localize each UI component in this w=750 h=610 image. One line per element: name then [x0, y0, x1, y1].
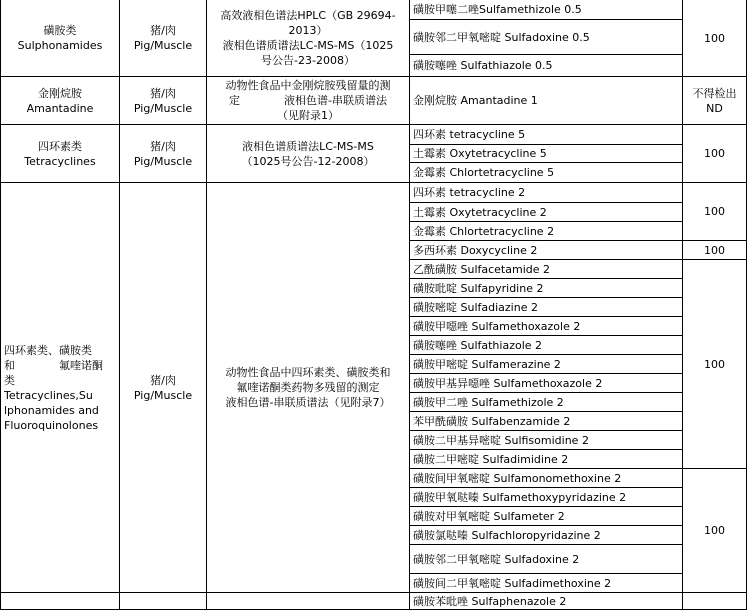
analyte-cell — [410, 431, 683, 450]
analyte-text: 磺胺嘧啶 Sulfadiazine 2 — [413, 300, 538, 314]
matrix-cell — [120, 125, 207, 183]
analyte-text: 苯甲酰磺胺 Sulfabenzamide 2 — [413, 414, 571, 428]
analyte-cell — [410, 145, 683, 163]
analyte-cell — [410, 574, 683, 593]
analyte-cell — [410, 20, 683, 55]
analyte-cell — [410, 355, 683, 374]
analyte-text: 磺胺甲二唑 Sulfamethizole 2 — [413, 395, 564, 409]
category-line: 金刚烷胺 — [38, 86, 82, 100]
limit-line: 不得检出 — [692, 86, 737, 100]
analyte-cell — [410, 125, 683, 145]
method-line: 动物性食品中金刚烷胺残留量的测 — [225, 79, 391, 92]
analyte-cell — [410, 393, 683, 412]
category-line: Amantadine — [26, 101, 94, 115]
analyte-text: 四环素 tetracycline 2 — [413, 186, 526, 199]
limit-cell — [683, 469, 747, 593]
method-line: 液相色谱质谱法LC-MS-MS — [242, 139, 374, 153]
category-cell — [0, 593, 120, 610]
matrix-cell — [120, 0, 207, 77]
category-cell — [0, 0, 120, 77]
analyte-text: 金霉素 Chlortetracycline 2 — [413, 224, 555, 238]
matrix-cell — [120, 183, 207, 593]
category-line: 磺胺类 — [43, 24, 77, 37]
method-line: 高效液相色谱法HPLC（GB 29694- — [220, 9, 396, 22]
analyte-cell — [410, 241, 683, 260]
analyte-text: 磺胺氯哒嗪 Sulfachloropyridazine 2 — [413, 528, 601, 542]
method-line: 动物性食品中四环素类、磺胺类和 — [225, 366, 391, 379]
analyte-cell — [410, 279, 683, 298]
matrix-cell — [120, 77, 207, 125]
method-cell — [207, 125, 410, 183]
method-line: 氟喹诺酮类药物多残留的测定 — [236, 381, 380, 394]
method-cell — [207, 77, 410, 125]
analyte-text: 土霉素 Oxytetracycline 5 — [413, 147, 547, 160]
limit-cell — [683, 0, 747, 77]
limit-line: 100 — [704, 31, 725, 45]
analyte-cell — [410, 163, 683, 183]
matrix-line: Pig/Muscle — [133, 39, 193, 52]
category-line: Tetracyclines — [24, 154, 96, 168]
analyte-text: 金霉素 Chlortetracycline 5 — [413, 166, 555, 179]
category-cell — [0, 183, 120, 593]
method-cell — [207, 593, 410, 610]
analyte-text: 磺胺邻二甲氧嘧啶 Sulfadoxine 2 — [413, 552, 580, 566]
matrix-line: 猪/肉 — [150, 373, 176, 387]
analyte-text: 磺胺二甲嘧啶 Sulfadimidine 2 — [413, 452, 569, 466]
analyte-text: 土霉素 Oxytetracycline 2 — [413, 205, 547, 219]
category-line: 类 — [4, 373, 15, 387]
analyte-cell — [410, 183, 683, 203]
matrix-line: 猪/肉 — [150, 139, 176, 153]
analyte-cell — [410, 203, 683, 222]
method-line: 号公告-23-2008） — [261, 54, 355, 67]
analyte-cell — [410, 317, 683, 336]
limit-cell — [683, 593, 747, 610]
matrix-line: Pig/Muscle — [133, 388, 193, 402]
matrix-line: 猪/肉 — [150, 86, 176, 100]
analyte-text: 磺胺邻二甲氧嘧啶 Sulfadoxine 0.5 — [413, 30, 590, 44]
method-cell — [207, 183, 410, 593]
category-cell — [0, 77, 120, 125]
analyte-cell — [410, 469, 683, 488]
analyte-cell — [410, 77, 683, 125]
analyte-text: 乙酰磺胺 Sulfacetamide 2 — [413, 262, 551, 276]
limit-cell — [683, 241, 747, 260]
method-line: 定 液相色谱-串联质谱法 — [229, 94, 387, 107]
category-line: Tetracyclines,Su — [4, 388, 93, 402]
analyte-cell — [410, 412, 683, 431]
limit-line: 100 — [704, 147, 725, 160]
matrix-line: 猪/肉 — [150, 24, 176, 37]
method-line: 液相色谱质谱法LC-MS-MS（1025 — [222, 39, 394, 52]
method-line: 液相色谱-串联质谱法（见附录7） — [225, 396, 391, 409]
analyte-text: 磺胺甲嘧啶 Sulfamerazine 2 — [413, 357, 561, 371]
analyte-text: 磺胺甲噻二唑Sulfamethizole 0.5 — [413, 3, 582, 16]
analyte-text: 四环素 tetracycline 5 — [413, 128, 526, 141]
analyte-text: 磺胺苯吡唑 Sulfaphenazole 2 — [413, 594, 567, 608]
limit-cell — [683, 77, 747, 125]
analyte-text: 多西环素 Doxycycline 2 — [413, 243, 538, 257]
analyte-cell — [410, 545, 683, 574]
limit-line: ND — [706, 101, 723, 115]
analyte-cell — [410, 450, 683, 469]
analyte-cell — [410, 0, 683, 20]
method-line: （1025号公告-12-2008） — [241, 154, 375, 168]
analyte-text: 磺胺间甲氧嘧啶 Sulfamonomethoxine 2 — [413, 471, 622, 485]
category-line: lphonamides and — [4, 403, 99, 417]
analyte-cell — [410, 488, 683, 507]
analyte-cell — [410, 298, 683, 317]
analyte-text: 磺胺二甲基异嘧啶 Sulfisomidine 2 — [413, 433, 589, 447]
matrix-line: Pig/Muscle — [133, 101, 193, 115]
analyte-cell — [410, 222, 683, 241]
analyte-text: 磺胺甲噁唑 Sulfamethoxazole 2 — [413, 319, 581, 333]
limit-line: 100 — [704, 205, 725, 218]
category-cell — [0, 125, 120, 183]
analyte-text: 磺胺噻唑 Sulfathiazole 2 — [413, 338, 543, 352]
matrix-cell — [120, 593, 207, 610]
category-line: Fluoroquinolones — [4, 418, 99, 432]
analyte-cell — [410, 507, 683, 526]
limit-line: 100 — [704, 524, 725, 537]
matrix-line: Pig/Muscle — [133, 154, 193, 168]
limit-line: 100 — [704, 357, 725, 371]
method-line: 2013） — [288, 24, 328, 37]
limit-cell — [683, 260, 747, 469]
category-line: 四环素类、磺胺类 — [4, 343, 92, 357]
analyte-text: 磺胺间二甲氧嘧啶 Sulfadimethoxine 2 — [413, 576, 612, 590]
method-line: （见附录1） — [277, 109, 339, 122]
analyte-text: 磺胺对甲氧嘧啶 Sulfameter 2 — [413, 509, 565, 523]
category-line: 四环素类 — [38, 139, 82, 153]
analyte-text: 磺胺噻唑 Sulfathiazole 0.5 — [413, 59, 553, 72]
analyte-cell — [410, 526, 683, 545]
limit-cell — [683, 183, 747, 241]
analyte-text: 金刚烷胺 Amantadine 1 — [413, 94, 538, 107]
analyte-cell — [410, 336, 683, 355]
analyte-text: 磺胺甲氧哒嗪 Sulfamethoxypyridazine 2 — [413, 490, 627, 504]
analyte-cell — [410, 260, 683, 279]
category-line: 和 氟喹诺酮 — [4, 358, 103, 372]
analyte-text: 磺胺甲基异噁唑 Sulfamethoxazole 2 — [413, 376, 603, 390]
analyte-cell — [410, 55, 683, 77]
analyte-text: 磺胺吡啶 Sulfapyridine 2 — [413, 281, 544, 295]
category-line: Sulphonamides — [17, 39, 103, 52]
limit-line: 100 — [704, 243, 725, 257]
method-cell — [207, 0, 410, 77]
limit-cell — [683, 125, 747, 183]
analyte-cell — [410, 593, 683, 610]
analyte-cell — [410, 374, 683, 393]
